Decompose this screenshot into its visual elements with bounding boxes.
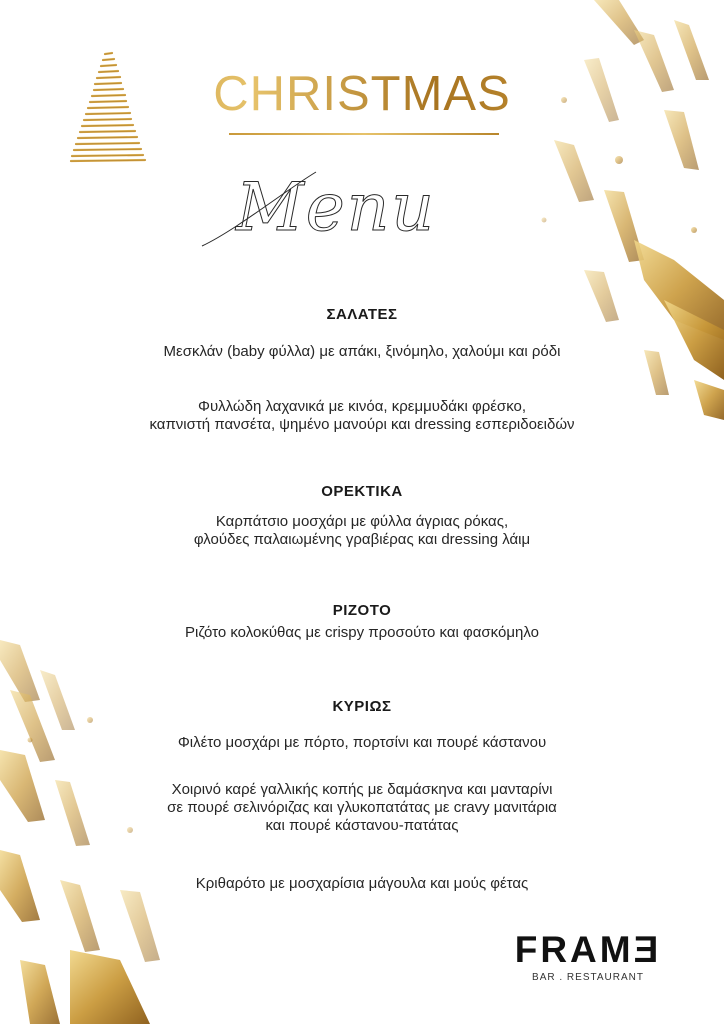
menu-item: Μεσκλάν (baby φύλλα) με απάκι, ξινόμηλο, χαλούμι και ρόδι: [163, 343, 561, 360]
page-title: CHRISTMAS: [0, 64, 724, 124]
frame-logo: [508, 930, 668, 983]
logo-tagline: BAR . RESTAURANT: [532, 972, 644, 983]
menu-item: Φυλλώδη λαχανικά με κινόα, κρεμμυδάκι φρέσκο, καπνιστή πανσέτα, ψημένο μανούρι και dressing εσπεριδοειδών: [149, 398, 575, 433]
menu-script-title: [196, 160, 476, 260]
menu-subtitle: Menu: [236, 169, 436, 246]
section-title-appetizers: ΟΡΕΚΤΙΚΑ: [321, 483, 403, 500]
logo-wordmark: FRAMƎ: [514, 929, 662, 970]
menu-item: Κριθαρότο με μοσχαρίσια μάγουλα και μούς φέτας: [195, 875, 529, 892]
menu-item: Χοιρινό καρέ γαλλικής κοπής με δαμάσκηνα και μανταρίνι σε πουρέ σελινόριζας και γλυκοπατάτας με cravy μανιτάρια και πουρέ κάστανου-πατάτας: [167, 781, 557, 834]
section-title-salads: ΣΑΛΑΤΕΣ: [326, 306, 398, 323]
menu-item: Ριζότο κολοκύθας με crispy προσούτο και φασκόμηλο: [185, 624, 539, 641]
section-title-mains: ΚΥΡΙΩΣ: [332, 698, 392, 715]
menu-item: Φιλέτο μοσχάρι με πόρτο, πορτσίνι και πουρέ κάστανου: [177, 734, 547, 751]
title-divider: [229, 133, 499, 135]
section-title-risotto: ΡΙΖΟΤΟ: [332, 602, 392, 619]
menu-item: Καρπάτσιο μοσχάρι με φύλλα άγριας ρόκας, φλούδες παλαιωμένης γραβιέρας και dressing λάιμ: [193, 513, 531, 548]
